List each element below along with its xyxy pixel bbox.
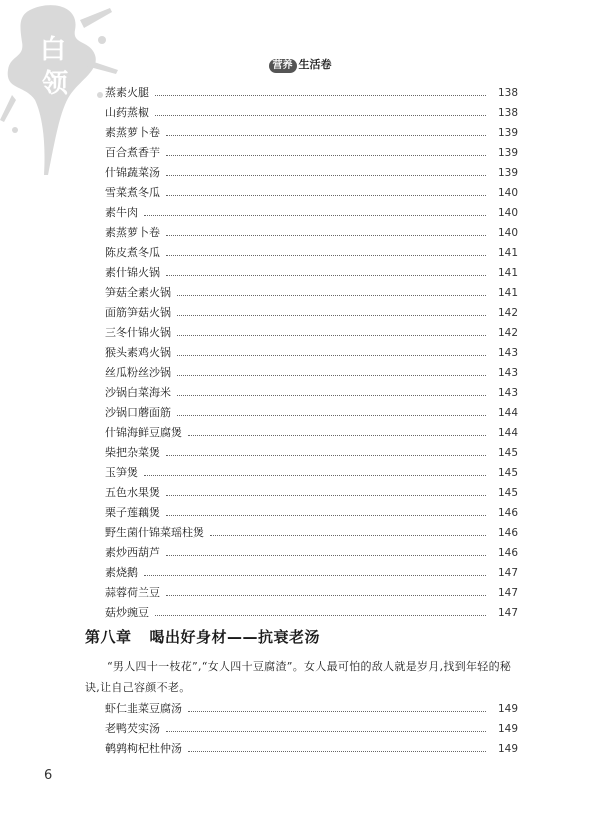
dot-leader <box>155 114 486 116</box>
dot-leader <box>155 614 486 616</box>
dot-leader <box>188 710 486 712</box>
dot-leader <box>166 234 486 236</box>
toc-entry <box>105 580 518 600</box>
toc-entry <box>105 320 518 340</box>
toc-entry-page: 146 <box>497 527 518 539</box>
header-badge: 营养 <box>269 59 297 73</box>
toc-entry <box>105 560 518 580</box>
toc-entry <box>105 500 518 520</box>
dot-leader <box>166 454 486 456</box>
toc-entry-label: 素烧鹅 <box>105 566 138 579</box>
dot-leader <box>144 574 486 576</box>
toc-entry-label: 鹌鹑枸杞杜仲汤 <box>105 742 182 755</box>
toc-entry <box>105 180 518 200</box>
toc-entry-page: 143 <box>497 347 518 359</box>
toc-entry <box>105 520 518 540</box>
chapter-toc-list <box>105 696 518 756</box>
toc-entry <box>105 240 518 260</box>
toc-entry-label: 菇炒豌豆 <box>105 606 149 619</box>
toc-entry-page: 149 <box>497 723 518 735</box>
toc-entry-label: 虾仁韭菜豆腐汤 <box>105 702 182 715</box>
toc-entry-page: 139 <box>497 147 518 159</box>
toc-entry <box>105 460 518 480</box>
toc-entry-page: 143 <box>497 367 518 379</box>
toc-entry <box>105 160 518 180</box>
dot-leader <box>166 274 486 276</box>
toc-entry <box>105 420 518 440</box>
dot-leader <box>177 294 486 296</box>
toc-entry <box>105 220 518 240</box>
toc-entry-label: 素牛肉 <box>105 206 138 219</box>
toc-entry-page: 144 <box>497 407 518 419</box>
toc-entry-page: 144 <box>497 427 518 439</box>
ink-splash-decoration <box>0 0 120 190</box>
dot-leader <box>166 254 486 256</box>
toc-entry-label: 雪菜煮冬瓜 <box>105 186 160 199</box>
toc-entry-label: 野生菌什锦菜瑶柱煲 <box>105 526 204 539</box>
dot-leader <box>177 354 486 356</box>
toc-entry-page: 139 <box>497 127 518 139</box>
toc-entry-page: 140 <box>497 187 518 199</box>
dot-leader <box>166 194 486 196</box>
toc-entry-label: 百合煮香芋 <box>105 146 160 159</box>
toc-entry-label: 丝瓜粉丝沙锅 <box>105 366 171 379</box>
toc-entry-page: 138 <box>497 87 518 99</box>
toc-entry-label: 素蒸萝卜卷 <box>105 126 160 139</box>
dot-leader <box>188 750 486 752</box>
toc-entry-label: 蒜蓉荷兰豆 <box>105 586 160 599</box>
toc-entry-label: 栗子莲藕煲 <box>105 506 160 519</box>
toc-entry-label: 笋菇全素火锅 <box>105 286 171 299</box>
toc-entry-label: 面筋笋菇火锅 <box>105 306 171 319</box>
toc-entry-label: 素蒸萝卜卷 <box>105 226 160 239</box>
page-number: 6 <box>44 768 53 783</box>
toc-entry-page: 139 <box>497 167 518 179</box>
toc-entry-page: 149 <box>497 703 518 715</box>
chapter-title: 喝出好身材——抗衰老汤 <box>149 628 321 646</box>
dot-leader <box>166 514 486 516</box>
side-title-char-1: 白 <box>40 35 67 65</box>
dot-leader <box>144 214 486 216</box>
toc-entry-page: 141 <box>497 287 518 299</box>
toc-entry <box>105 480 518 500</box>
toc-entry-label: 沙锅白菜海米 <box>105 386 171 399</box>
dot-leader <box>166 134 486 136</box>
toc-entry-page: 142 <box>497 307 518 319</box>
toc-entry-page: 143 <box>497 387 518 399</box>
toc-entry <box>105 280 518 300</box>
toc-entry-label: 五色水果煲 <box>105 486 160 499</box>
toc-entry-page: 149 <box>497 743 518 755</box>
toc-entry <box>105 140 518 160</box>
toc-entry-page: 147 <box>497 587 518 599</box>
toc-entry <box>105 340 518 360</box>
toc-entry-page: 146 <box>497 547 518 559</box>
toc-entry <box>105 736 518 756</box>
dot-leader <box>166 554 486 556</box>
toc-entry <box>105 440 518 460</box>
toc-entry-page: 147 <box>497 607 518 619</box>
toc-entry <box>105 200 518 220</box>
dot-leader <box>166 154 486 156</box>
toc-list <box>105 80 518 620</box>
toc-entry-label: 什锦海鲜豆腐煲 <box>105 426 182 439</box>
dot-leader <box>177 414 486 416</box>
toc-entry-label: 柴把杂菜煲 <box>105 446 160 459</box>
toc-entry <box>105 100 518 120</box>
toc-entry <box>105 260 518 280</box>
toc-entry-label: 陈皮煮冬瓜 <box>105 246 160 259</box>
toc-entry-page: 142 <box>497 327 518 339</box>
dot-leader <box>144 474 486 476</box>
dot-leader <box>177 334 486 336</box>
header-title: 生活卷 <box>298 58 332 71</box>
toc-entry-label: 沙锅口蘑面筋 <box>105 406 171 419</box>
toc-entry-label: 山药蒸椒 <box>105 106 149 119</box>
toc-entry-label: 玉笋煲 <box>105 466 138 479</box>
toc-entry-page: 147 <box>497 567 518 579</box>
toc-entry <box>105 600 518 620</box>
toc-entry-page: 145 <box>497 487 518 499</box>
toc-entry-label: 什锦蔬菜汤 <box>105 166 160 179</box>
toc-entry-page: 145 <box>497 467 518 479</box>
dot-leader <box>166 174 486 176</box>
toc-entry <box>105 696 518 716</box>
dot-leader <box>177 374 486 376</box>
toc-entry <box>105 300 518 320</box>
toc-entry <box>105 540 518 560</box>
toc-entry-page: 141 <box>497 247 518 259</box>
dot-leader <box>210 534 486 536</box>
dot-leader <box>155 94 486 96</box>
toc-entry-page: 138 <box>497 107 518 119</box>
toc-entry <box>105 400 518 420</box>
toc-entry-page: 146 <box>497 507 518 519</box>
running-header <box>0 56 600 73</box>
dot-leader <box>166 730 486 732</box>
toc-entry <box>105 716 518 736</box>
toc-entry-label: 蒸素火腿 <box>105 86 149 99</box>
toc-entry-label: 三冬什锦火锅 <box>105 326 171 339</box>
toc-entry-label: 素炒西葫芦 <box>105 546 160 559</box>
chapter-intro: “男人四十一枝花”,“女人四十豆腐渣”。女人最可怕的敌人就是岁月,找到年轻的秘诀,让自己容颜不老。 <box>85 660 512 694</box>
dot-leader <box>177 314 486 316</box>
dot-leader <box>166 494 486 496</box>
dot-leader <box>166 594 486 596</box>
dot-leader <box>177 394 486 396</box>
toc-entry <box>105 360 518 380</box>
toc-entry <box>105 380 518 400</box>
dot-leader <box>188 434 486 436</box>
toc-entry-label: 猴头素鸡火锅 <box>105 346 171 359</box>
chapter-heading <box>85 626 320 647</box>
toc-entry-page: 141 <box>497 267 518 279</box>
toc-entry <box>105 80 518 100</box>
toc-entry-page: 140 <box>497 227 518 239</box>
side-title-char-2: 领 <box>42 69 69 99</box>
chapter-number: 第八章 <box>85 628 132 646</box>
toc-entry-page: 145 <box>497 447 518 459</box>
toc-entry <box>105 120 518 140</box>
toc-entry-page: 140 <box>497 207 518 219</box>
toc-entry-label: 老鸭芡实汤 <box>105 722 160 735</box>
toc-entry-label: 素什锦火锅 <box>105 266 160 279</box>
